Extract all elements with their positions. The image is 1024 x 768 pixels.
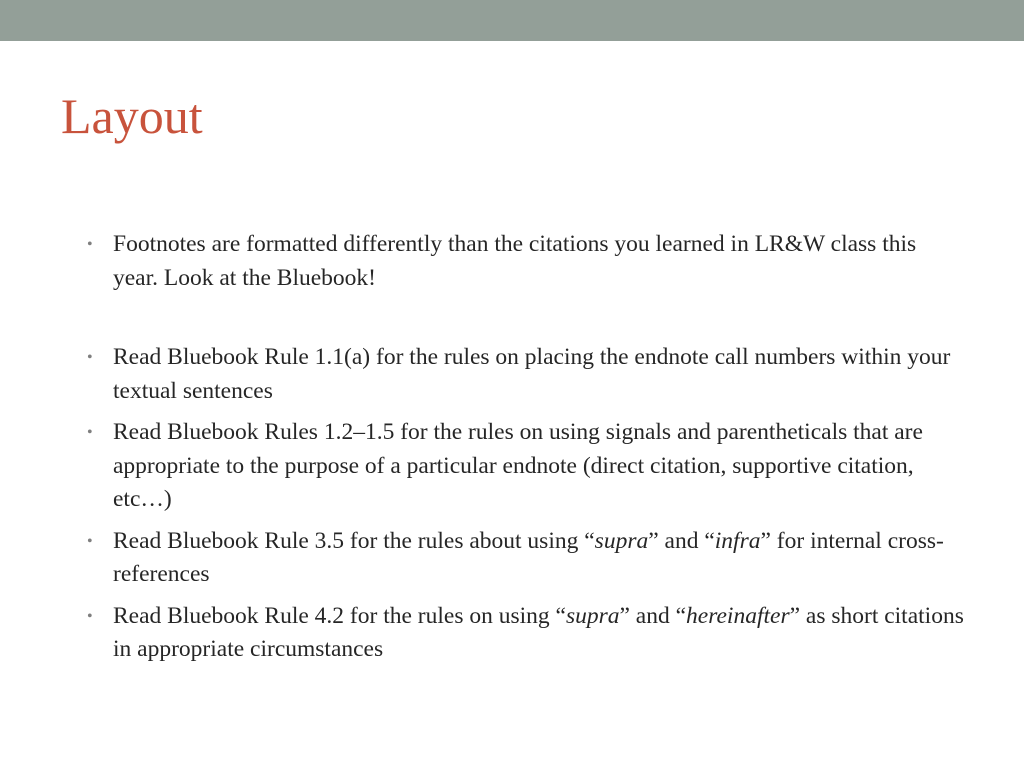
bullet-text: Read Bluebook Rules 1.2–1.5 for the rules on using signals and parentheticals that are appropriate to the purpose of a particular endnote (direct citation, supportive citation, etc…) (113, 419, 923, 512)
bullet-text: Footnotes are formatted differently than the citations you learned in LR&W class this year. Look at the Bluebook! (113, 231, 917, 291)
bullet-icon: • (87, 532, 93, 550)
bullet-text-part: Read Bluebook Rule 4.2 for the rules on using “ (113, 602, 566, 629)
bullet-text-part: ” for internal cross-references (113, 527, 944, 587)
bullet-list (87, 228, 967, 667)
slide-title: Layout (61, 88, 203, 144)
italic-term-hereinafter: hereinafter (686, 602, 790, 629)
italic-term-supra: supra (565, 602, 620, 629)
bullet-text-part: Read Bluebook Rule 3.5 for the rules about using “ (113, 527, 595, 554)
bullet-text-part: ” as short citations in appropriate circumstances (113, 602, 964, 662)
bullet-item-rule-4-2 (87, 600, 967, 667)
top-accent-bar (0, 0, 1024, 41)
bullet-text-part: ” and “ (648, 527, 715, 554)
italic-term-supra: supra (594, 527, 649, 554)
bullet-icon: • (87, 236, 93, 253)
bullet-text (113, 603, 964, 663)
bullet-icon: • (87, 424, 93, 441)
bullet-item-rule-3-5 (87, 525, 967, 592)
bullet-text (113, 528, 944, 588)
bullet-item-rule-1-1 (87, 341, 967, 408)
bullet-item-footnotes (87, 228, 967, 295)
italic-term-infra: infra (714, 527, 761, 554)
bullet-icon: • (87, 349, 93, 366)
bullet-item-rules-1-2-1-5 (87, 416, 967, 517)
bullet-text-part: ” and “ (619, 602, 687, 629)
bullet-icon: • (87, 607, 93, 625)
bullet-text: Read Bluebook Rule 1.1(a) for the rules on placing the endnote call numbers within your textual sentences (113, 344, 951, 404)
